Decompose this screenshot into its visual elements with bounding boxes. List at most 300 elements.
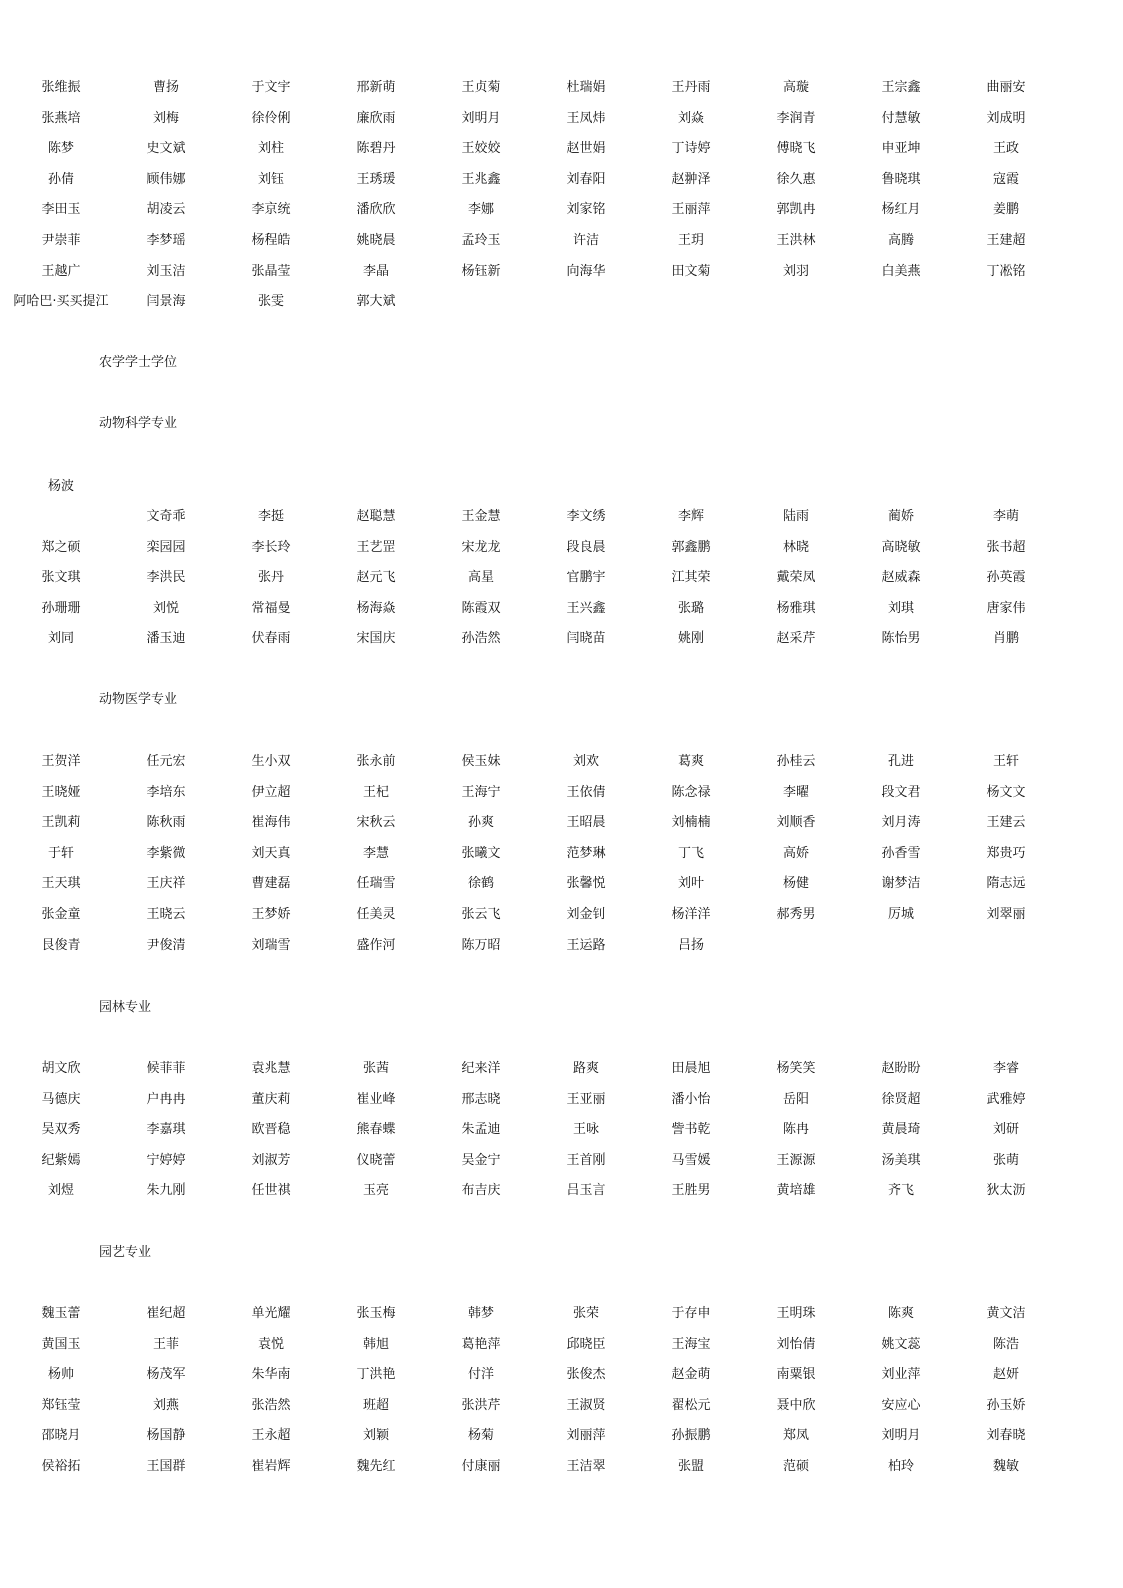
- name-cell: 孙香雪: [881, 846, 921, 861]
- name-cell: 肖鹏: [992, 631, 1019, 646]
- name-cell: 常福曼: [251, 601, 291, 616]
- name-cell: 张荣: [572, 1306, 599, 1321]
- name-cell: 李慧: [362, 846, 389, 861]
- name-cell: 葛艳萍: [461, 1337, 501, 1352]
- name-cell: 岳阳: [782, 1092, 809, 1107]
- name-cell: 丁凇铭: [986, 264, 1026, 279]
- name-cell: 杨海焱: [356, 601, 396, 616]
- name-cell: 单光耀: [251, 1306, 291, 1321]
- name-cell: 宋国庆: [356, 631, 396, 646]
- name-cell: 仪晓蕾: [356, 1153, 396, 1168]
- name-cell: 朱孟迪: [461, 1122, 501, 1137]
- name-cell: 张浩然: [251, 1398, 291, 1413]
- name-cell: 刘明月: [461, 111, 501, 126]
- name-cell: 杨波: [47, 479, 74, 494]
- name-cell: 蔺娇: [887, 509, 914, 524]
- name-cell: 赵翀泽: [671, 172, 711, 187]
- name-cell: 汤美琪: [881, 1153, 921, 1168]
- name-cell: 王兆鑫: [461, 172, 501, 187]
- name-cell: 朱华南: [251, 1367, 291, 1382]
- name-cell: 孙玉娇: [986, 1398, 1026, 1413]
- name-cell: 柏玲: [887, 1459, 914, 1474]
- name-cell: 李京统: [251, 202, 291, 217]
- name-cell: 高娇: [782, 846, 809, 861]
- name-cell: 徐鹤: [467, 876, 494, 891]
- section-heading: 农学学士学位: [99, 355, 178, 370]
- name-cell: 潘欣欣: [356, 202, 396, 217]
- name-cell: 张晶莹: [251, 264, 291, 279]
- name-cell: 赵元飞: [356, 570, 396, 585]
- name-cell: 郝秀男: [776, 907, 816, 922]
- name-cell: 王永超: [251, 1428, 291, 1443]
- name-cell: 王宗鑫: [881, 80, 921, 95]
- name-cell: 张曦文: [461, 846, 501, 861]
- name-cell: 栾园园: [146, 540, 186, 555]
- name-cell: 王杞: [362, 785, 389, 800]
- section-heading: 动物科学专业: [99, 416, 178, 431]
- name-cell: 高星: [467, 570, 494, 585]
- name-row: [0, 813, 1123, 833]
- name-cell: 刘煜: [47, 1183, 74, 1198]
- name-cell: 赵妍: [992, 1367, 1019, 1382]
- name-row: [0, 292, 1123, 312]
- name-cell: 田晨旭: [671, 1061, 711, 1076]
- name-cell: 王昭晨: [566, 815, 606, 830]
- name-cell: 刘焱: [677, 111, 704, 126]
- name-row: [0, 1059, 1123, 1079]
- name-cell: 赵金萌: [671, 1367, 711, 1382]
- name-cell: 王明珠: [776, 1306, 816, 1321]
- name-row: [0, 1304, 1123, 1324]
- name-cell: 王建超: [986, 233, 1026, 248]
- name-cell: 王晓云: [146, 907, 186, 922]
- name-row: [0, 507, 1123, 527]
- name-cell: 李润青: [776, 111, 816, 126]
- name-row: [0, 231, 1123, 251]
- name-cell: 王贞菊: [461, 80, 501, 95]
- name-row: [0, 1181, 1123, 1201]
- name-cell: 陈万昭: [461, 938, 501, 953]
- name-cell: 厉城: [887, 907, 914, 922]
- name-cell: 于文宇: [251, 80, 291, 95]
- section-heading: 园艺专业: [99, 1245, 152, 1260]
- name-cell: 刘春晓: [986, 1428, 1026, 1443]
- name-cell: 张雯: [257, 294, 284, 309]
- name-cell: 张维振: [41, 80, 81, 95]
- name-cell: 徐贤超: [881, 1092, 921, 1107]
- name-cell: 赵威森: [881, 570, 921, 585]
- name-cell: 郭大斌: [356, 294, 396, 309]
- name-cell: 王亚丽: [566, 1092, 606, 1107]
- name-cell: 寇霞: [992, 172, 1019, 187]
- name-row: [0, 783, 1123, 803]
- name-cell: 刘悦: [152, 601, 179, 616]
- name-row: [0, 1396, 1123, 1416]
- name-row: [0, 200, 1123, 220]
- name-row: [0, 752, 1123, 772]
- name-cell: 李梦瑶: [146, 233, 186, 248]
- name-cell: 刘业萍: [881, 1367, 921, 1382]
- name-cell: 张馨悦: [566, 876, 606, 891]
- name-cell: 盛作河: [356, 938, 396, 953]
- name-cell: 闫晓苗: [566, 631, 606, 646]
- name-cell: 张盟: [677, 1459, 704, 1474]
- name-cell: 陈浩: [992, 1337, 1019, 1352]
- name-cell: 于存申: [671, 1306, 711, 1321]
- name-cell: 袁兆慧: [251, 1061, 291, 1076]
- name-cell: 陈怡男: [881, 631, 921, 646]
- name-cell: 熊春蝶: [356, 1122, 396, 1137]
- name-cell: 崔海伟: [251, 815, 291, 830]
- name-cell: 姜鹏: [992, 202, 1019, 217]
- name-cell: 齐飞: [887, 1183, 914, 1198]
- name-cell: 陈梦: [47, 141, 74, 156]
- name-cell: 韩旭: [362, 1337, 389, 1352]
- name-cell: 张玉梅: [356, 1306, 396, 1321]
- name-cell: 高晓敏: [881, 540, 921, 555]
- name-cell: 丁洪艳: [356, 1367, 396, 1382]
- name-cell: 申亚坤: [881, 141, 921, 156]
- name-row: [0, 170, 1123, 190]
- name-row: [0, 1120, 1123, 1140]
- name-cell: 崔纪超: [146, 1306, 186, 1321]
- name-cell: 杨钰新: [461, 264, 501, 279]
- name-cell: 欧晋稳: [251, 1122, 291, 1137]
- name-cell: 潘玉迪: [146, 631, 186, 646]
- name-cell: 刘钰: [257, 172, 284, 187]
- name-cell: 李辉: [677, 509, 704, 524]
- name-cell: 向海华: [566, 264, 606, 279]
- name-cell: 张燕培: [41, 111, 81, 126]
- name-cell: 高璇: [782, 80, 809, 95]
- name-cell: 路爽: [572, 1061, 599, 1076]
- name-row: [0, 1151, 1123, 1171]
- name-cell: 曹建磊: [251, 876, 291, 891]
- name-cell: 李挺: [257, 509, 284, 524]
- name-cell: 张永前: [356, 754, 396, 769]
- name-cell: 段良晨: [566, 540, 606, 555]
- name-cell: 刘欢: [572, 754, 599, 769]
- name-cell: 孙振鹏: [671, 1428, 711, 1443]
- name-cell: 王凯莉: [41, 815, 81, 830]
- name-cell: 刘淑芳: [251, 1153, 291, 1168]
- name-cell: 王晓娅: [41, 785, 81, 800]
- name-cell: 戴荣凤: [776, 570, 816, 585]
- name-cell: 曹扬: [152, 80, 179, 95]
- name-cell: 王菲: [152, 1337, 179, 1352]
- name-cell: 林晓: [782, 540, 809, 555]
- name-cell: 王兴鑫: [566, 601, 606, 616]
- name-cell: 杨文文: [986, 785, 1026, 800]
- name-cell: 李萌: [992, 509, 1019, 524]
- name-cell: 郭鑫鹏: [671, 540, 711, 555]
- name-cell: 张茜: [362, 1061, 389, 1076]
- name-cell: 赵聪慧: [356, 509, 396, 524]
- name-cell: 宋龙龙: [461, 540, 501, 555]
- name-cell: 黄文洁: [986, 1306, 1026, 1321]
- name-cell: 文奇乖: [146, 509, 186, 524]
- section-heading: 园林专业: [99, 1000, 152, 1015]
- name-cell: 玉亮: [362, 1183, 389, 1198]
- name-cell: 杨洋洋: [671, 907, 711, 922]
- name-cell: 杨茂军: [146, 1367, 186, 1382]
- name-cell: 高腾: [887, 233, 914, 248]
- name-cell: 徐伶俐: [251, 111, 291, 126]
- name-cell: 尹俊清: [146, 938, 186, 953]
- name-cell: 王艺罡: [356, 540, 396, 555]
- name-cell: 刘翠丽: [986, 907, 1026, 922]
- name-cell: 江其荣: [671, 570, 711, 585]
- name-row: [0, 905, 1123, 925]
- name-cell: 廉欣雨: [356, 111, 396, 126]
- name-row: [0, 599, 1123, 619]
- name-row: [0, 844, 1123, 864]
- name-cell: 顾伟娜: [146, 172, 186, 187]
- name-cell: 王建云: [986, 815, 1026, 830]
- name-cell: 唐家伟: [986, 601, 1026, 616]
- name-cell: 王金慧: [461, 509, 501, 524]
- name-cell: 姚晓晨: [356, 233, 396, 248]
- name-cell: 官鹏宇: [566, 570, 606, 585]
- name-cell: 王咏: [572, 1122, 599, 1137]
- name-cell: 张洪芹: [461, 1398, 501, 1413]
- name-cell: 户冉冉: [146, 1092, 186, 1107]
- name-cell: 布吉庆: [461, 1183, 501, 1198]
- name-cell: 武雅婷: [986, 1092, 1026, 1107]
- name-cell: 侯裕拓: [41, 1459, 81, 1474]
- name-cell: 马德庆: [41, 1092, 81, 1107]
- name-cell: 王源源: [776, 1153, 816, 1168]
- name-cell: 王丽萍: [671, 202, 711, 217]
- name-cell: 李田玉: [41, 202, 81, 217]
- name-cell: 刘羽: [782, 264, 809, 279]
- name-row: [0, 109, 1123, 129]
- name-cell: 李嘉琪: [146, 1122, 186, 1137]
- name-cell: 张金童: [41, 907, 81, 922]
- name-cell: 伊立超: [251, 785, 291, 800]
- name-cell: 陆雨: [782, 509, 809, 524]
- name-cell: 王天琪: [41, 876, 81, 891]
- name-row: [0, 262, 1123, 282]
- name-cell: 张丹: [257, 570, 284, 585]
- name-cell: 艮俊青: [41, 938, 81, 953]
- name-cell: 陈霞双: [461, 601, 501, 616]
- name-cell: 王庆祥: [146, 876, 186, 891]
- name-cell: 张俊杰: [566, 1367, 606, 1382]
- name-cell: 刘怡倩: [776, 1337, 816, 1352]
- name-cell: 李长玲: [251, 540, 291, 555]
- name-cell: 吴双秀: [41, 1122, 81, 1137]
- name-cell: 王海宝: [671, 1337, 711, 1352]
- name-cell: 尹崇菲: [41, 233, 81, 248]
- name-cell: 张书超: [986, 540, 1026, 555]
- name-cell: 吕玉言: [566, 1183, 606, 1198]
- name-cell: 宋秋云: [356, 815, 396, 830]
- name-cell: 杨健: [782, 876, 809, 891]
- name-cell: 刘玉洁: [146, 264, 186, 279]
- name-cell: 訾书乾: [671, 1122, 711, 1137]
- name-cell: 黄国玉: [41, 1337, 81, 1352]
- name-cell: 伏春雨: [251, 631, 291, 646]
- name-cell: 侯玉妹: [461, 754, 501, 769]
- name-row: [0, 139, 1123, 159]
- name-cell: 王胜男: [671, 1183, 711, 1198]
- name-cell: 邢新萌: [356, 80, 396, 95]
- name-cell: 候菲菲: [146, 1061, 186, 1076]
- name-cell: 张萌: [992, 1153, 1019, 1168]
- name-cell: 刘月涛: [881, 815, 921, 830]
- name-cell: 刘同: [47, 631, 74, 646]
- name-cell: 刘燕: [152, 1398, 179, 1413]
- name-cell: 李娜: [467, 202, 494, 217]
- name-cell: 王丹雨: [671, 80, 711, 95]
- name-cell: 陈冉: [782, 1122, 809, 1137]
- name-cell: 王海宁: [461, 785, 501, 800]
- name-cell: 崔岩辉: [251, 1459, 291, 1474]
- name-cell: 吴金宁: [461, 1153, 501, 1168]
- name-cell: 朱九刚: [146, 1183, 186, 1198]
- name-cell: 王贺洋: [41, 754, 81, 769]
- name-cell: 傅晓飞: [776, 141, 816, 156]
- name-cell: 王越广: [41, 264, 81, 279]
- name-cell: 魏敏: [992, 1459, 1019, 1474]
- name-cell: 杜瑞娟: [566, 80, 606, 95]
- name-cell: 刘研: [992, 1122, 1019, 1137]
- name-cell: 郑之硕: [41, 540, 81, 555]
- name-cell: 宁婷婷: [146, 1153, 186, 1168]
- name-row: [0, 1090, 1123, 1110]
- name-cell: 杨雅琪: [776, 601, 816, 616]
- name-cell: 黄培雄: [776, 1183, 816, 1198]
- name-cell: 杨红月: [881, 202, 921, 217]
- name-cell: 孙桂云: [776, 754, 816, 769]
- name-cell: 刘家铭: [566, 202, 606, 217]
- name-cell: 王洪林: [776, 233, 816, 248]
- name-cell: 隋志远: [986, 876, 1026, 891]
- name-cell: 陈碧丹: [356, 141, 396, 156]
- name-cell: 赵世娟: [566, 141, 606, 156]
- name-cell: 孙珊珊: [41, 601, 81, 616]
- name-cell: 魏玉蕾: [41, 1306, 81, 1321]
- name-cell: 胡文欣: [41, 1061, 81, 1076]
- name-cell: 崔业峰: [356, 1092, 396, 1107]
- name-cell: 潘小怡: [671, 1092, 711, 1107]
- name-cell: 陈念禄: [671, 785, 711, 800]
- name-cell: 安应心: [881, 1398, 921, 1413]
- name-cell: 张云飞: [461, 907, 501, 922]
- name-cell: 任世祺: [251, 1183, 291, 1198]
- name-row: [0, 936, 1123, 956]
- name-cell: 王依倩: [566, 785, 606, 800]
- name-cell: 魏先红: [356, 1459, 396, 1474]
- name-cell: 姚文蕊: [881, 1337, 921, 1352]
- name-cell: 李紫微: [146, 846, 186, 861]
- name-cell: 范硕: [782, 1459, 809, 1474]
- name-cell: 王琇瑗: [356, 172, 396, 187]
- name-cell: 陈爽: [887, 1306, 914, 1321]
- name-cell: 王政: [992, 141, 1019, 156]
- name-cell: 刘楠楠: [671, 815, 711, 830]
- name-cell: 任瑞雪: [356, 876, 396, 891]
- name-cell: 聂中欣: [776, 1398, 816, 1413]
- name-cell: 刘琪: [887, 601, 914, 616]
- name-cell: 王国群: [146, 1459, 186, 1474]
- name-row: [0, 1457, 1123, 1477]
- name-cell: 邵晓月: [41, 1428, 81, 1443]
- name-cell: 班超: [362, 1398, 389, 1413]
- name-cell: 吕扬: [677, 938, 704, 953]
- name-cell: 刘梅: [152, 111, 179, 126]
- name-row: [0, 874, 1123, 894]
- name-cell: 刘顺香: [776, 815, 816, 830]
- name-cell: 孙倩: [47, 172, 74, 187]
- name-cell: 韩梦: [467, 1306, 494, 1321]
- name-cell: 刘天真: [251, 846, 291, 861]
- name-cell: 张璐: [677, 601, 704, 616]
- name-cell: 刘颖: [362, 1428, 389, 1443]
- section-heading: 动物医学专业: [99, 692, 178, 707]
- name-cell: 袁悦: [257, 1337, 284, 1352]
- name-cell: 赵盼盼: [881, 1061, 921, 1076]
- name-cell: 徐久惠: [776, 172, 816, 187]
- name-row: [0, 78, 1123, 98]
- name-row: [0, 1365, 1123, 1385]
- name-cell: 段文君: [881, 785, 921, 800]
- name-cell: 王姣姣: [461, 141, 501, 156]
- name-cell: 刘叶: [677, 876, 704, 891]
- name-cell: 刘春阳: [566, 172, 606, 187]
- name-cell: 刘成明: [986, 111, 1026, 126]
- name-cell: 杨程皓: [251, 233, 291, 248]
- name-cell: 马雪媛: [671, 1153, 711, 1168]
- name-cell: 孟玲玉: [461, 233, 501, 248]
- name-cell: 李文绣: [566, 509, 606, 524]
- name-cell: 丁诗婷: [671, 141, 711, 156]
- name-cell: 生小双: [251, 754, 291, 769]
- name-cell: 任元宏: [146, 754, 186, 769]
- name-cell: 孙浩然: [461, 631, 501, 646]
- name-cell: 鲁晓琪: [881, 172, 921, 187]
- name-row: [0, 538, 1123, 558]
- name-cell: 孔进: [887, 754, 914, 769]
- name-cell: 李培东: [146, 785, 186, 800]
- name-cell: 曲丽安: [986, 80, 1026, 95]
- name-cell: 狄太沥: [986, 1183, 1026, 1198]
- name-cell: 南粟银: [776, 1367, 816, 1382]
- name-cell: 陈秋雨: [146, 815, 186, 830]
- name-cell: 姚刚: [677, 631, 704, 646]
- name-cell: 孙爽: [467, 815, 494, 830]
- name-row: [0, 1426, 1123, 1446]
- name-cell: 刘金钊: [566, 907, 606, 922]
- name-cell: 王梦娇: [251, 907, 291, 922]
- name-cell: 赵采芹: [776, 631, 816, 646]
- name-cell: 王轩: [992, 754, 1019, 769]
- name-cell: 范梦琳: [566, 846, 606, 861]
- name-cell: 杨帅: [47, 1367, 74, 1382]
- name-cell: 翟松元: [671, 1398, 711, 1413]
- name-cell: 任美灵: [356, 907, 396, 922]
- name-cell: 阿哈巴·买买提江: [13, 294, 109, 309]
- name-cell: 孙英霞: [986, 570, 1026, 585]
- name-cell: 刘柱: [257, 141, 284, 156]
- name-cell: 王玥: [677, 233, 704, 248]
- name-cell: 田文菊: [671, 264, 711, 279]
- name-cell: 葛爽: [677, 754, 704, 769]
- name-cell: 王洁翠: [566, 1459, 606, 1474]
- name-cell: 付慧敏: [881, 111, 921, 126]
- name-cell: 王凤炜: [566, 111, 606, 126]
